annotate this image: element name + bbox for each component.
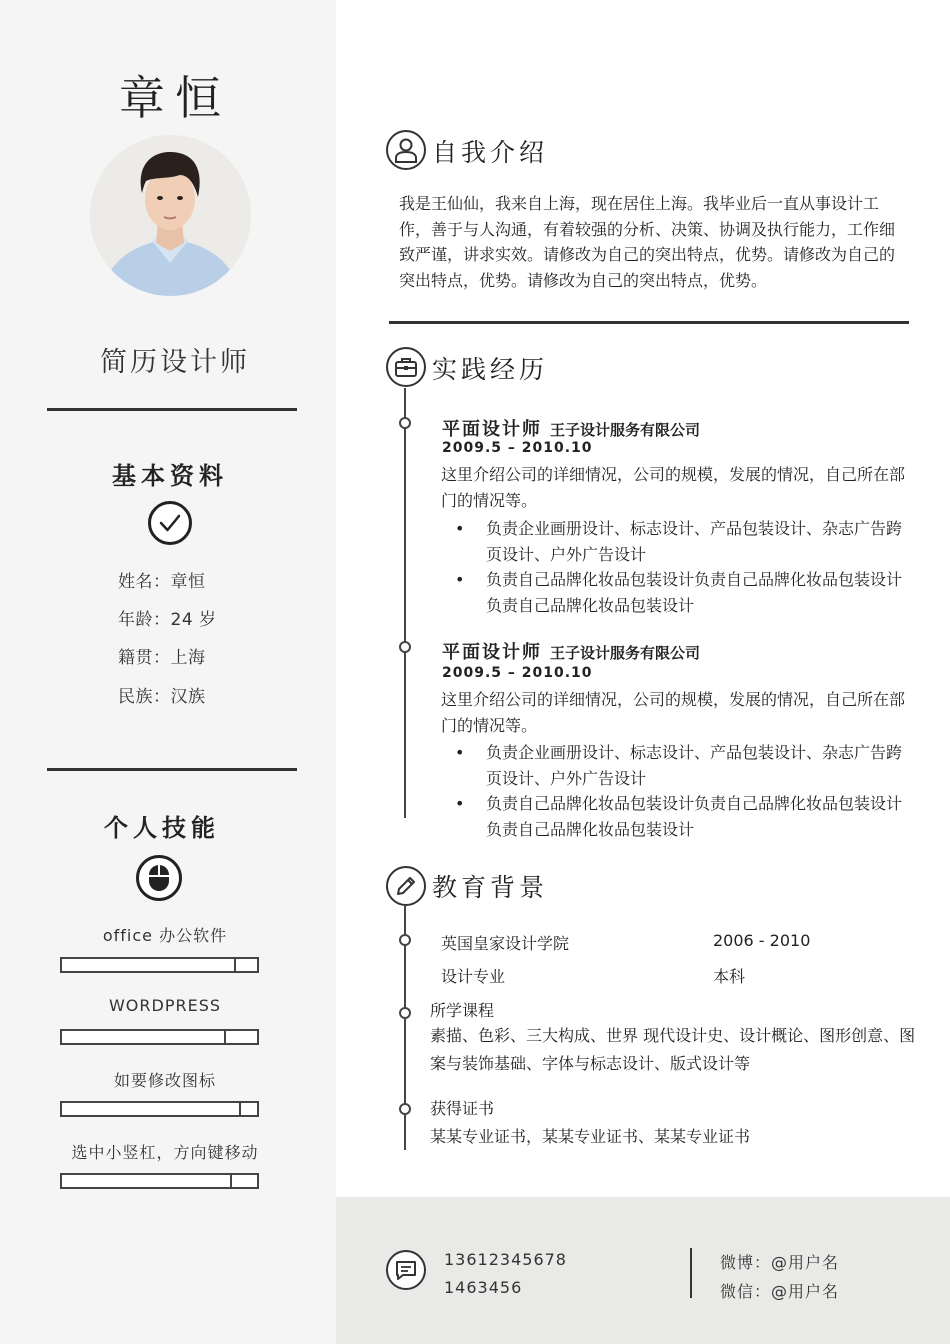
certificates-label: 获得证书 (430, 1099, 495, 1118)
avatar (90, 135, 251, 296)
major: 设计专业 (441, 967, 506, 986)
contact-phone-2: 1463456 (444, 1278, 523, 1297)
profile-name: 章恒 (119, 71, 231, 125)
intro-title: 自我介绍 (432, 138, 549, 167)
list-item: • 负责企业画册设计、标志设计、产品包装设计、杂志广告跨页设计、户外广告设计 (455, 740, 910, 791)
timeline-dot (399, 417, 411, 429)
skill-level-marker[interactable] (234, 959, 236, 971)
divider (389, 321, 909, 324)
skill-level-marker[interactable] (224, 1031, 226, 1043)
job-date: 2009.5 – 2010.10 (442, 665, 593, 681)
school-name: 英国皇家设计学院 (441, 934, 570, 953)
job-description: 这里介绍公司的详细情况，公司的规模，发展的情况，自己所在部门的情况等。 (441, 690, 906, 735)
skill-level-marker[interactable] (230, 1175, 232, 1187)
job-description: 这里介绍公司的详细情况，公司的规模，发展的情况，自己所在部门的情况等。 (441, 465, 906, 510)
job-duties (455, 740, 910, 842)
info-ethnicity: 民族：汉族 (118, 687, 206, 707)
user-icon (386, 130, 426, 170)
job-role: 平面设计师 (442, 642, 542, 663)
job-heading (442, 415, 700, 441)
list-item: • 负责自己品牌化妆品包装设计负责自己品牌化妆品包装设计负责自己品牌化妆品包装设计 (455, 791, 910, 842)
skill-label: 选中小竖杠，方向键移动 (71, 1143, 259, 1162)
briefcase-icon (386, 347, 426, 387)
list-item: • 负责自己品牌化妆品包装设计负责自己品牌化妆品包装设计负责自己品牌化妆品包装设计 (455, 567, 910, 618)
skill-bar (60, 1101, 259, 1117)
info-age: 年龄：24 岁 (118, 610, 217, 630)
skill-bar (60, 1173, 259, 1189)
education-title: 教育背景 (432, 873, 549, 902)
job-heading (442, 638, 700, 664)
divider (47, 768, 297, 771)
job-date: 2009.5 – 2010.10 (442, 440, 593, 456)
list-item: • 负责企业画册设计、标志设计、产品包装设计、杂志广告跨页设计、户外广告设计 (455, 516, 910, 567)
job-role: 平面设计师 (442, 419, 542, 440)
contact-phone: 13612345678 (444, 1250, 567, 1269)
courses-text: 素描、色彩、三大构成、世界 现代设计史、设计概论、图形创意、图案与装饰基础、字体与标志设计、版式设计等 (430, 1026, 916, 1073)
basic-info-title: 基本资料 (112, 462, 228, 490)
job-company: 王子设计服务有限公司 (550, 644, 701, 662)
skill-label: 如要修改图标 (113, 1071, 216, 1090)
mouse-icon (135, 854, 181, 900)
job-duties (455, 516, 910, 618)
job-company: 王子设计服务有限公司 (550, 421, 701, 439)
job-title: 简历设计师 (100, 347, 250, 378)
skill-level-marker[interactable] (239, 1103, 241, 1115)
skills-title: 个人技能 (104, 814, 220, 842)
timeline-dot (399, 934, 411, 946)
divider (47, 408, 297, 411)
contact-footer (336, 1197, 950, 1344)
timeline-dot (399, 641, 411, 653)
check-circle-icon (147, 500, 193, 546)
courses-label: 所学课程 (430, 1001, 495, 1020)
skill-bar (60, 957, 259, 973)
message-icon (386, 1250, 426, 1290)
pencil-icon (386, 866, 426, 906)
contact-wechat: 微信：@用户名 (720, 1282, 840, 1301)
timeline-line (404, 388, 406, 818)
info-name: 姓名：章恒 (118, 572, 206, 592)
info-hometown: 籍贯：上海 (118, 648, 206, 668)
study-years: 2006 - 2010 (713, 931, 811, 950)
timeline-dot (399, 1103, 411, 1115)
contact-weibo: 微博：@用户名 (720, 1253, 840, 1272)
intro-text: 我是王仙仙，我来自上海，现在居住上海。我毕业后一直从事设计工作，善于与人沟通，有着较强的分析、决策、协调及执行能力，工作细致严谨，讲求实效。请修改为自己的突出特点，优势。请修改为自己的突出特点，优势。请修改为自己的突出特点，优势。 (399, 194, 896, 290)
skill-label: WORDPRESS (108, 996, 222, 1015)
skill-bar (60, 1029, 259, 1045)
skill-label: office 办公软件 (102, 926, 228, 945)
timeline-dot (399, 1007, 411, 1019)
certificates-text: 某某专业证书，某某专业证书、某某专业证书 (430, 1127, 751, 1146)
experience-title: 实践经历 (432, 355, 549, 384)
degree: 本科 (713, 967, 746, 986)
divider (690, 1248, 692, 1298)
